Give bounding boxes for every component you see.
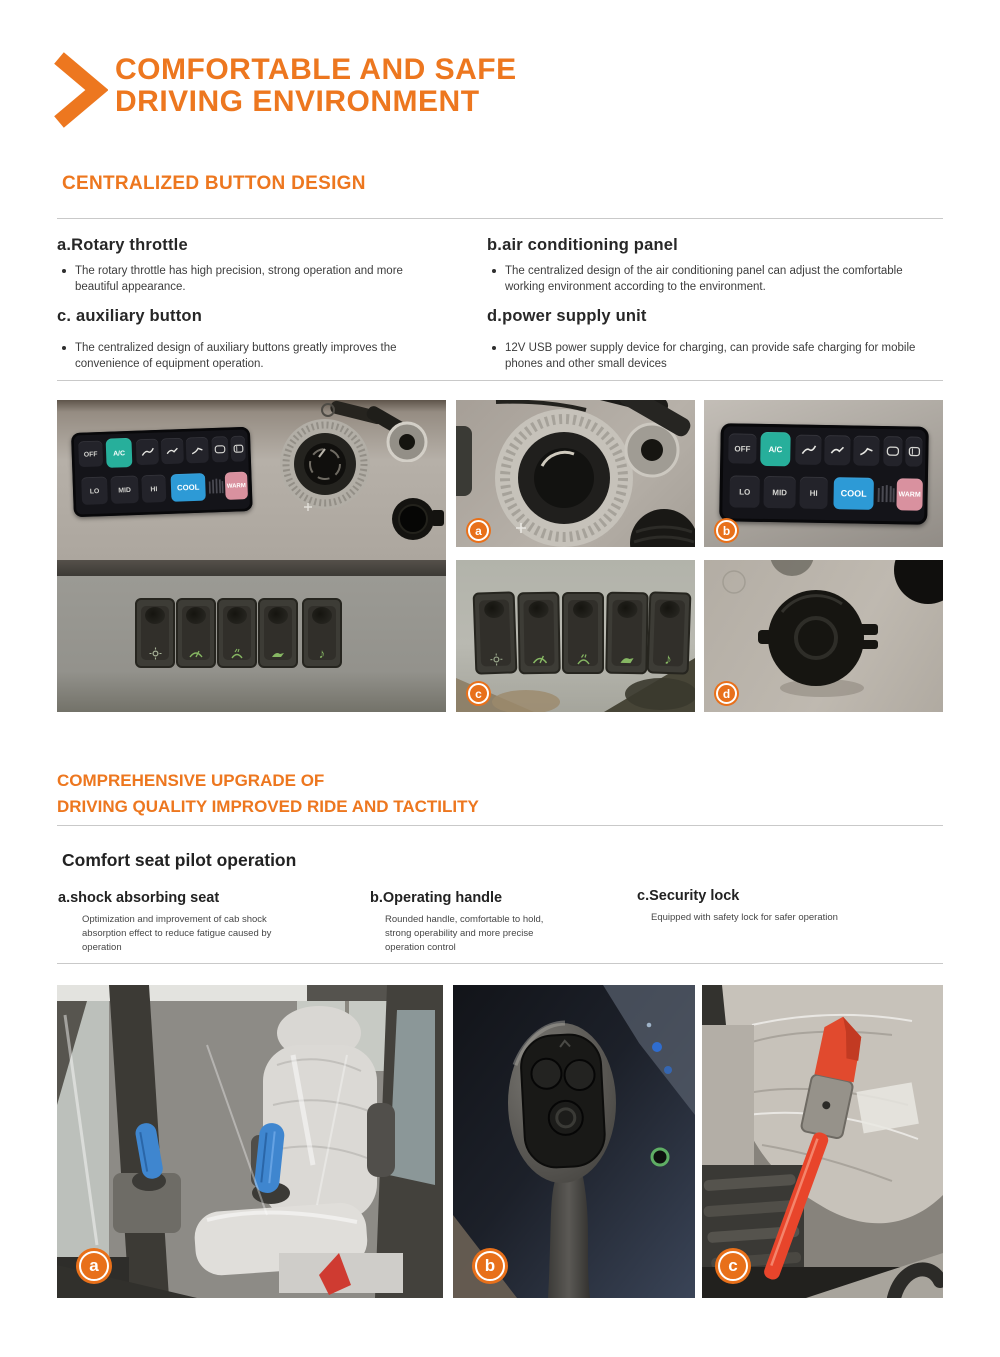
subheading-comfort-seat-pilot-operation: Comfort seat pilot operation: [62, 850, 297, 870]
feature-air-conditioning-panel: [487, 236, 943, 295]
feature-description: Equipped with safety lock for safer operation: [651, 912, 838, 923]
warm-button: WARM: [225, 472, 248, 500]
vent-face-feet-icon: [824, 435, 851, 465]
fan-hi-button: HI: [141, 474, 166, 502]
feature-power-supply-unit: [487, 307, 943, 372]
vent-face-icon: [136, 439, 159, 466]
travel-speed-icon: [607, 654, 645, 667]
photo-badge-d: d: [716, 683, 737, 704]
ac-control-panel: [71, 427, 253, 517]
feature-shock-absorbing-seat: [58, 890, 358, 955]
photo-badge-c: c: [468, 683, 489, 704]
feature-description: Optimization and improvement of cab shock absorption effect to reduce fatigue caused by operation: [82, 914, 272, 953]
washer-icon: [564, 653, 602, 666]
photo-badge-a: a: [468, 520, 489, 541]
page-title: [115, 54, 517, 118]
section-heading-line2: DRIVING QUALITY IMPROVED RIDE AND TACTILITY: [57, 797, 479, 816]
wiper-icon: [520, 653, 558, 667]
fan-mid-button: MID: [763, 476, 796, 509]
work-light-icon: [477, 652, 515, 666]
power-socket: [387, 492, 446, 548]
photo-control-panel-overview: [57, 400, 446, 712]
feature-label: b.air conditioning panel: [487, 236, 678, 254]
bullet-dot: [492, 346, 496, 350]
feature-description: The rotary throttle has high precision, strong operation and more beautiful appearance.: [75, 265, 403, 293]
ac-off-button: OFF: [728, 433, 757, 463]
bullet-dot: [492, 269, 496, 273]
divider: [57, 963, 943, 964]
feature-label: c.Security lock: [637, 888, 740, 904]
photo-ac-panel-closeup: [704, 400, 943, 547]
page-title-line2: DRIVING ENVIRONMENT: [115, 85, 480, 118]
section-heading-centralized-button-design: CENTRALIZED BUTTON DESIGN: [62, 173, 366, 194]
feature-label: a.shock absorbing seat: [58, 890, 220, 906]
ac-power-button: A/C: [760, 432, 791, 467]
photo-badge-b: b: [475, 1251, 505, 1281]
photo-shock-absorbing-seat: [57, 985, 443, 1298]
bullet-dot: [62, 269, 66, 273]
feature-description: The centralized design of auxiliary buttons greatly improves the convenience of equipment operation.: [75, 342, 397, 370]
defrost-rear-icon: [905, 436, 923, 466]
socket-cap: [704, 560, 943, 712]
photo-auxiliary-buttons-closeup: [456, 560, 695, 712]
defrost-rear-icon: [230, 436, 246, 462]
travel-speed-icon: [260, 649, 296, 660]
defrost-front-icon: [883, 436, 903, 466]
rocker-switch: [605, 592, 648, 675]
fan-mid-button: MID: [110, 475, 138, 503]
washer-icon: [219, 648, 255, 660]
feature-label: c. auxiliary button: [57, 307, 202, 325]
rocker-switch: [135, 598, 175, 668]
feature-auxiliary-button: [57, 307, 452, 372]
work-light-icon: [137, 647, 173, 660]
fan-lo-button: LO: [729, 475, 760, 508]
rocker-switch: [176, 598, 216, 668]
warm-button: WARM: [896, 478, 923, 510]
chevron-logo-icon: [50, 50, 108, 130]
rocker-switch: [647, 591, 692, 674]
feature-rotary-throttle: [57, 236, 452, 295]
feature-operating-handle: [370, 890, 630, 955]
feature-label: d.power supply unit: [487, 307, 647, 325]
rocker-switch: [562, 592, 604, 674]
defrost-front-icon: [211, 436, 228, 462]
divider: [57, 380, 943, 381]
vent-face-icon: [795, 434, 822, 464]
rocker-switch: [217, 598, 257, 668]
vent-feet-icon: [853, 436, 880, 466]
divider: [57, 218, 943, 219]
photo-operating-handle: [453, 985, 695, 1298]
feature-security-lock: [637, 888, 937, 925]
feature-description: 12V USB power supply device for charging, can provide safe charging for mobile phones and other small devices: [505, 342, 916, 370]
console-seam: [57, 560, 446, 576]
ignition-keys: [312, 400, 446, 462]
feature-description: Rounded handle, comfortable to hold, strong operability and more precise operation control: [385, 914, 544, 953]
photo-badge-a: a: [79, 1251, 109, 1281]
section-heading-comprehensive-upgrade: [57, 768, 479, 820]
section-heading-line1: COMPREHENSIVE UPGRADE OF: [57, 771, 325, 790]
rotary-dial-large: [456, 400, 695, 547]
photo-power-supply-closeup: [704, 560, 943, 712]
feature-description: The centralized design of the air conditioning panel can adjust the comfortable working environment according to the environment.: [505, 265, 903, 293]
photo-rotary-throttle-closeup: [456, 400, 695, 547]
vent-face-feet-icon: [161, 438, 184, 465]
ac-off-button: OFF: [78, 441, 103, 468]
photo-security-lock: [702, 985, 943, 1298]
feature-label: a.Rotary throttle: [57, 236, 188, 254]
ac-control-panel-large: [719, 423, 929, 525]
radio-icon: ♪: [664, 650, 673, 669]
wiper-icon: [178, 648, 214, 660]
divider: [57, 825, 943, 826]
rocker-switch: [258, 598, 298, 668]
cool-button: COOL: [833, 477, 874, 510]
temperature-level-bars: [877, 482, 894, 506]
rocker-switch: [517, 592, 560, 675]
bullet-dot: [62, 346, 66, 350]
fan-lo-button: LO: [81, 476, 108, 504]
photo-badge-b: b: [716, 520, 737, 541]
vent-feet-icon: [186, 437, 209, 464]
temperature-level-bars: [208, 476, 223, 497]
ac-power-button: A/C: [106, 438, 133, 468]
radio-icon: ♪: [318, 646, 326, 661]
page-title-line1: COMFORTABLE AND SAFE: [115, 53, 517, 86]
feature-label: b.Operating handle: [370, 890, 503, 906]
photo-badge-c: c: [718, 1251, 748, 1281]
fan-hi-button: HI: [799, 477, 828, 509]
rocker-switch: [473, 591, 518, 674]
rocker-switch: [302, 598, 342, 668]
cab-interior-scene: [57, 985, 443, 1298]
cool-button: COOL: [171, 473, 206, 502]
